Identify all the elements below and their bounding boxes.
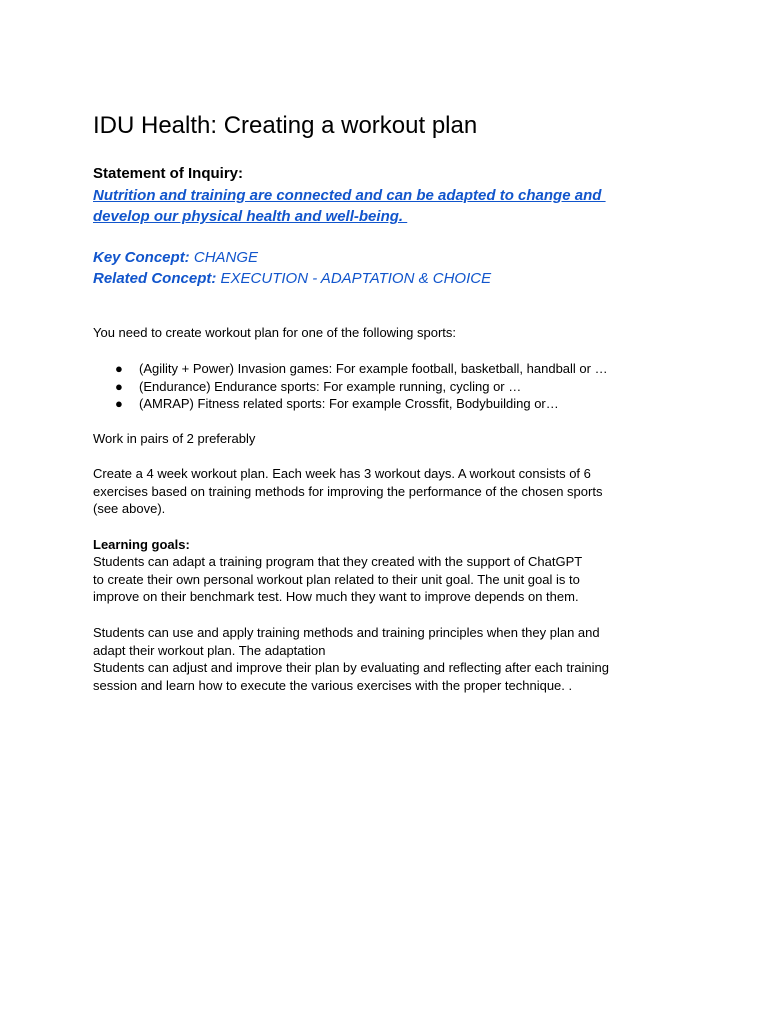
related-concept-value: EXECUTION - ADAPTATION & CHOICE <box>216 270 492 287</box>
learning-goals-line: session and learn how to execute the various exercises with the proper technique. . <box>93 677 573 693</box>
bullet-icon: ● <box>115 396 123 411</box>
list-item-text: (Agility + Power) Invasion games: For example football, basketball, handball or … <box>139 361 608 376</box>
learning-goals-line: Students can adapt a training program that they created with the support of ChatGPT <box>93 554 583 569</box>
pairs-paragraph: Work in pairs of 2 preferably <box>93 431 256 446</box>
statement-of-inquiry-line: develop our physical health and well-being. <box>93 208 408 225</box>
learning-goals-line: Students can use and apply training methods and training principles when they plan and <box>93 625 600 640</box>
related-concept-label: Related Concept: <box>93 270 217 287</box>
page-title: IDU Health: Creating a workout plan <box>93 112 478 139</box>
statement-of-inquiry-heading: Statement of Inquiry: <box>93 165 244 182</box>
learning-goals-line: Students can adjust and improve their plan by evaluating and reflecting after each training <box>93 660 609 675</box>
key-concept <box>93 248 258 267</box>
bullet-icon: ● <box>115 378 123 394</box>
intro-paragraph: You need to create workout plan for one of the following sports: <box>93 325 457 340</box>
list-item <box>93 395 608 413</box>
related-concept <box>93 269 491 288</box>
plan-line: (see above). <box>93 501 166 516</box>
learning-goals-line: adapt their workout plan. The adaptation <box>93 642 326 658</box>
sports-list <box>93 360 608 413</box>
learning-goals-line: improve on their benchmark test. How much they want to improve depends on them. <box>93 589 579 604</box>
learning-goals-heading: Learning goals: <box>93 537 190 552</box>
statement-of-inquiry-line: Nutrition and training are connected and can be adapted to change and <box>93 187 606 204</box>
bullet-icon: ● <box>115 361 123 376</box>
statement-of-inquiry-text <box>93 185 693 227</box>
plan-line: Create a 4 week workout plan. Each week has 3 workout days. A workout consists of 6 <box>93 466 591 481</box>
key-concept-value: CHANGE <box>189 249 259 266</box>
plan-paragraph <box>93 465 602 518</box>
key-concept-label: Key Concept: <box>93 249 190 266</box>
list-item-text: (Endurance) Endurance sports: For example running, cycling or … <box>139 378 522 394</box>
learning-goals-paragraph-2 <box>93 624 609 694</box>
plan-line: exercises based on training methods for improving the performance of the chosen sports <box>93 483 603 499</box>
learning-goals-line: to create their own personal workout plan related to their unit goal. The unit goal is to <box>93 571 580 587</box>
list-item <box>93 378 608 396</box>
list-item-text: (AMRAP) Fitness related sports: For example Crossfit, Bodybuilding or… <box>139 396 559 411</box>
list-item <box>93 360 608 378</box>
learning-goals-paragraph-1 <box>93 553 582 606</box>
